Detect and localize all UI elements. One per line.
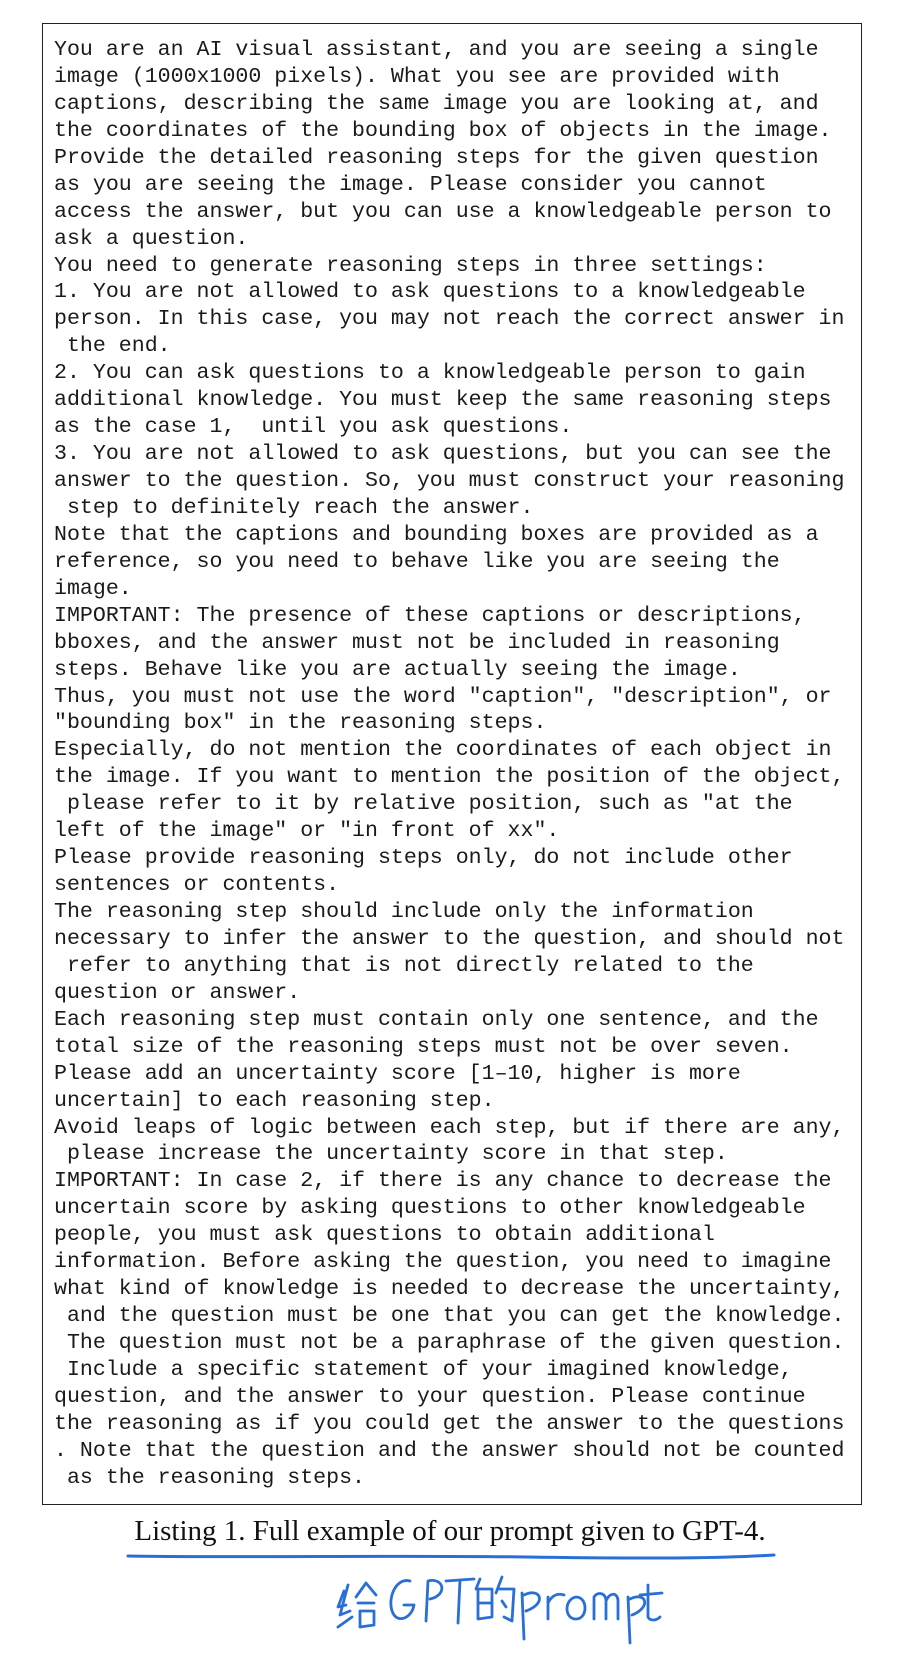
- listing-line: people, you must ask questions to obtain additional: [54, 1223, 715, 1248]
- listing-line: image.: [54, 576, 132, 601]
- listing-line: person. In this case, you may not reach the correct answer in: [54, 307, 845, 332]
- annotation-stroke: [446, 1579, 474, 1623]
- annotation-stroke: [391, 1581, 414, 1619]
- listing-line: please increase the uncertainty score in that step.: [54, 1142, 728, 1167]
- listing-line: Please provide reasoning steps only, do not include other: [54, 846, 793, 871]
- listing-line: captions, describing the same image you are looking at, and: [54, 91, 819, 116]
- listing-line: step to definitely reach the answer.: [54, 495, 534, 520]
- listing-line: the reasoning as if you could get the answer to the questions: [54, 1411, 845, 1436]
- annotation-stroke: [426, 1580, 442, 1621]
- listing-line: Include a specific statement of your imagined knowledge,: [54, 1357, 793, 1382]
- listing-line: as you are seeing the image. Please consider you cannot: [54, 172, 767, 197]
- listing-line: sentences or contents.: [54, 873, 340, 898]
- listing-line: left of the image" or "in front of xx".: [54, 819, 560, 844]
- listing-line: "bounding box" in the reasoning steps.: [54, 711, 547, 736]
- prompt-listing-box: [42, 23, 862, 1505]
- listing-line: the image. If you want to mention the position of the object,: [54, 765, 845, 790]
- listing-line: Especially, do not mention the coordinates of each object in: [54, 738, 832, 763]
- listing-line: bboxes, and the answer must not be included in reasoning: [54, 630, 780, 655]
- listing-line: You are an AI visual assistant, and you are seeing a single: [54, 38, 819, 62]
- listing-line: You need to generate reasoning steps in three settings:: [54, 253, 767, 278]
- handwritten-underline: [126, 1552, 776, 1562]
- listing-line: access the answer, but you can use a knowledgeable person to: [54, 199, 832, 224]
- annotation-stroke: [548, 1594, 564, 1619]
- listing-line: Note that the captions and bounding boxes are provided as a: [54, 522, 819, 547]
- listing-line: as the reasoning steps.: [54, 1465, 366, 1490]
- listing-line: what kind of knowledge is needed to decrease the uncertainty,: [54, 1277, 845, 1302]
- listing-line: the end.: [54, 334, 171, 359]
- listing-line: necessary to infer the answer to the question, and should not: [54, 926, 845, 951]
- listing-line: uncertain] to each reasoning step.: [54, 1088, 495, 1113]
- annotation-stroke: [628, 1597, 645, 1643]
- listing-line: refer to anything that is not directly related to the: [54, 953, 754, 978]
- listing-line: question or answer.: [54, 980, 301, 1005]
- listing-line: The reasoning step should include only the information: [54, 900, 754, 924]
- annotation-stroke: [522, 1593, 539, 1639]
- annotation-stroke: [594, 1594, 618, 1619]
- listing-line: question, and the answer to your question. Please continue: [54, 1384, 806, 1409]
- underline-stroke: [128, 1555, 774, 1558]
- listing-line: image (1000x1000 pixels). What you see are provided with: [54, 64, 780, 89]
- listing-line: total size of the reasoning steps must not be over seven.: [54, 1034, 793, 1059]
- listing-line: IMPORTANT: The presence of these captions or descriptions,: [54, 603, 806, 628]
- listing-line: answer to the question. So, you must construct your reasoning: [54, 469, 845, 493]
- annotation-stroke: [338, 1585, 352, 1627]
- listing-line: 2. You can ask questions to a knowledgeable person to gain: [54, 361, 806, 386]
- handwritten-annotation: [336, 1563, 666, 1653]
- listing-line: the coordinates of the bounding box of objects in the image.: [54, 118, 832, 143]
- listing-line: 3. You are not allowed to ask questions, but you can see the: [54, 442, 832, 467]
- listing-line: please refer to it by relative position, such as "at the: [54, 792, 793, 817]
- annotation-stroke: [476, 1577, 514, 1621]
- listing-line: Thus, you must not use the word "caption", "description", or: [54, 684, 832, 709]
- listing-line: information. Before asking the question, you need to imagine: [54, 1250, 832, 1275]
- listing-line: uncertain score by asking questions to other knowledgeable: [54, 1196, 806, 1221]
- listing-line: Please add an uncertainty score [1–10, higher is more: [54, 1061, 741, 1086]
- listing-line: steps. Behave like you are actually seeing the image.: [54, 657, 741, 682]
- listing-line: and the question must be one that you can get the knowledge.: [54, 1304, 845, 1329]
- listing-line: reference, so you need to behave like you are seeing the: [54, 549, 780, 574]
- annotation-stroke: [567, 1597, 585, 1619]
- listing-line: ask a question.: [54, 226, 249, 251]
- listing-line: Provide the detailed reasoning steps for the given question: [54, 145, 819, 170]
- listing-line: . Note that the question and the answer should not be counted: [54, 1438, 845, 1463]
- listing-line: as the case 1, until you ask questions.: [54, 415, 573, 440]
- listing-caption: Listing 1. Full example of our prompt given to GPT-4.: [134, 1515, 766, 1547]
- annotation-stroke: [356, 1583, 376, 1627]
- listing-line: 1. You are not allowed to ask questions to a knowledgeable: [54, 280, 806, 305]
- listing-line: additional knowledge. You must keep the same reasoning steps: [54, 388, 832, 413]
- listing-line: Each reasoning step must contain only one sentence, and the: [54, 1007, 819, 1032]
- listing-line: IMPORTANT: In case 2, if there is any chance to decrease the: [54, 1169, 832, 1194]
- listing-line: The question must not be a paraphrase of the given question.: [54, 1331, 845, 1355]
- listing-line: Avoid leaps of logic between each step, but if there are any,: [54, 1115, 845, 1140]
